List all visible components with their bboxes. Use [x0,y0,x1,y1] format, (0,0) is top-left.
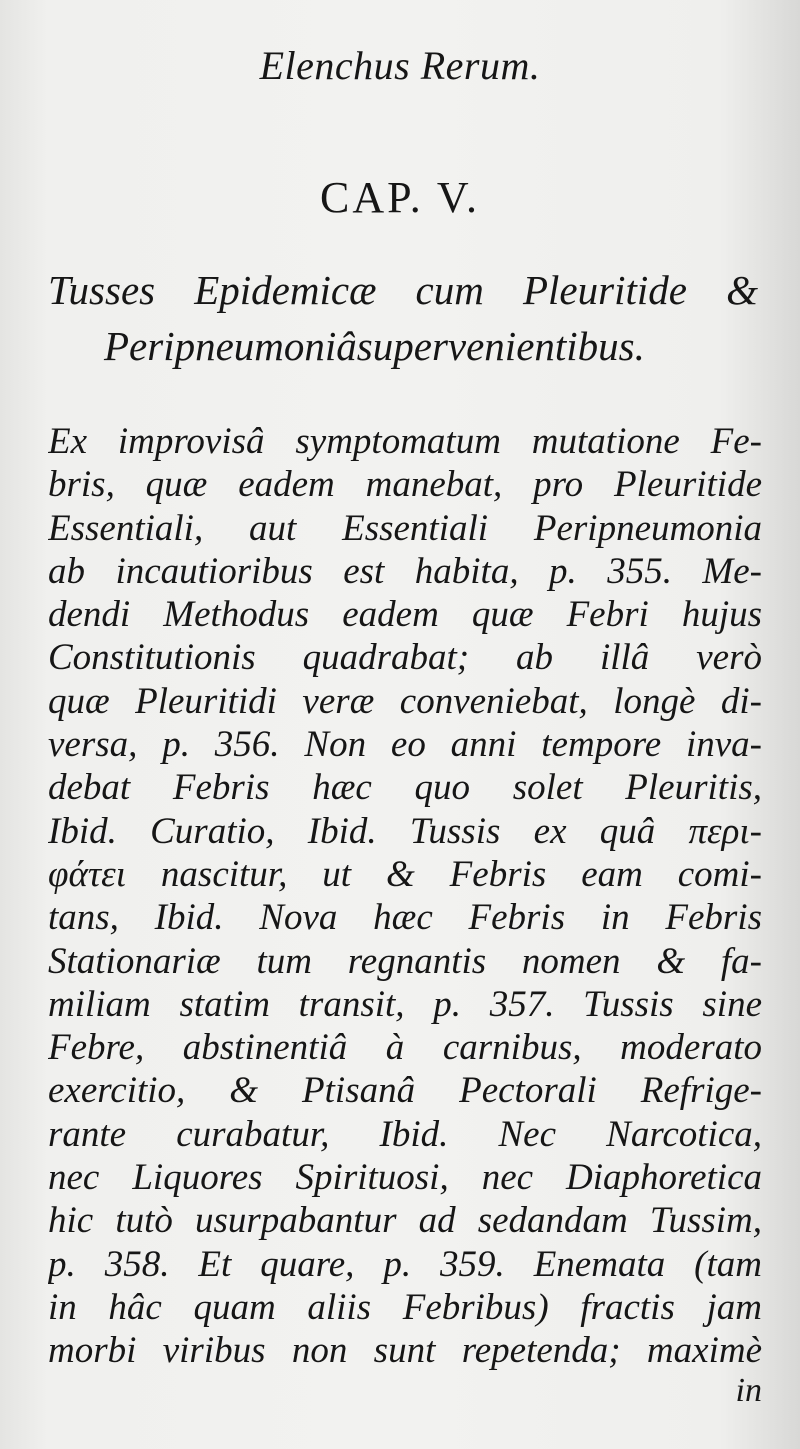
text-line: hic tutò usurpabantur ad sedandam Tussim, [48,1200,762,1242]
text-line: p. 358. Et quare, p. 359. Enemata (tam [48,1243,762,1285]
text-line: quæ Pleuritidi veræ conveniebat, longè di- [48,680,762,722]
title-word: supervenientibus. [356,323,645,369]
running-head: Elenchus Rerum. [259,43,541,88]
text-line: exercitio, & Ptisanâ Pectorali Refrige- [48,1070,762,1112]
text-line: rante curabatur, Ibid. Nec Narcotica, [48,1113,762,1155]
chapter-number: CAP. V. [319,173,481,222]
text-line: Ibid. Curatio, Ibid. Tussis ex quâ περι- [48,810,762,852]
chapter-title [48,262,758,374]
text-line: Febre, abstinentiâ à carnibus, moderato [48,1027,762,1069]
text-line: miliam statim transit, p. 357. Tussis sine [48,983,762,1025]
title-word: Epidemicæ [194,267,377,313]
index-paragraph [48,420,762,1373]
text-line: morbi viribus non sunt repetenda; maximè [48,1330,762,1372]
text-line: Ex improvisâ symptomatum mutatione Fe- [48,421,762,462]
title-word: cum [415,267,484,313]
text-line: nec Liquores Spirituosi, nec Diaphoretica [48,1157,762,1199]
text-line: Essentiali, aut Essentiali Peripneumonia [48,507,762,549]
text-line: ab incautioribus est habita, p. 355. Me- [48,550,762,592]
title-word: Tusses [48,267,156,313]
title-word: Peripneumoniâ [104,323,357,369]
text-line: dendi Methodus eadem quæ Febri hujus [48,594,762,636]
text-line: debat Febris hæc quo solet Pleuritis, [48,767,762,809]
text-line: in hâc quam aliis Febribus) fractis jam [48,1286,762,1328]
title-word: Pleuritide [522,267,687,313]
chapter-title-line-2 [48,318,645,374]
chapter-title-line-1 [48,262,758,318]
title-word: & [726,267,758,313]
text-line: bris, quæ eadem manebat, pro Pleuritide [48,464,762,506]
text-line: tans, Ibid. Nova hæc Febris in Febris [48,897,762,939]
text-line: Stationariæ tum regnantis nomen & fa- [48,940,762,982]
text-line: Constitutionis quadrabat; ab illâ verò [48,637,762,679]
text-line: versa, p. 356. Non eo anni tempore inva- [48,724,762,766]
catchword: in [735,1372,762,1409]
text-line: φάτει nascitur, ut & Febris eam comi- [48,853,762,895]
